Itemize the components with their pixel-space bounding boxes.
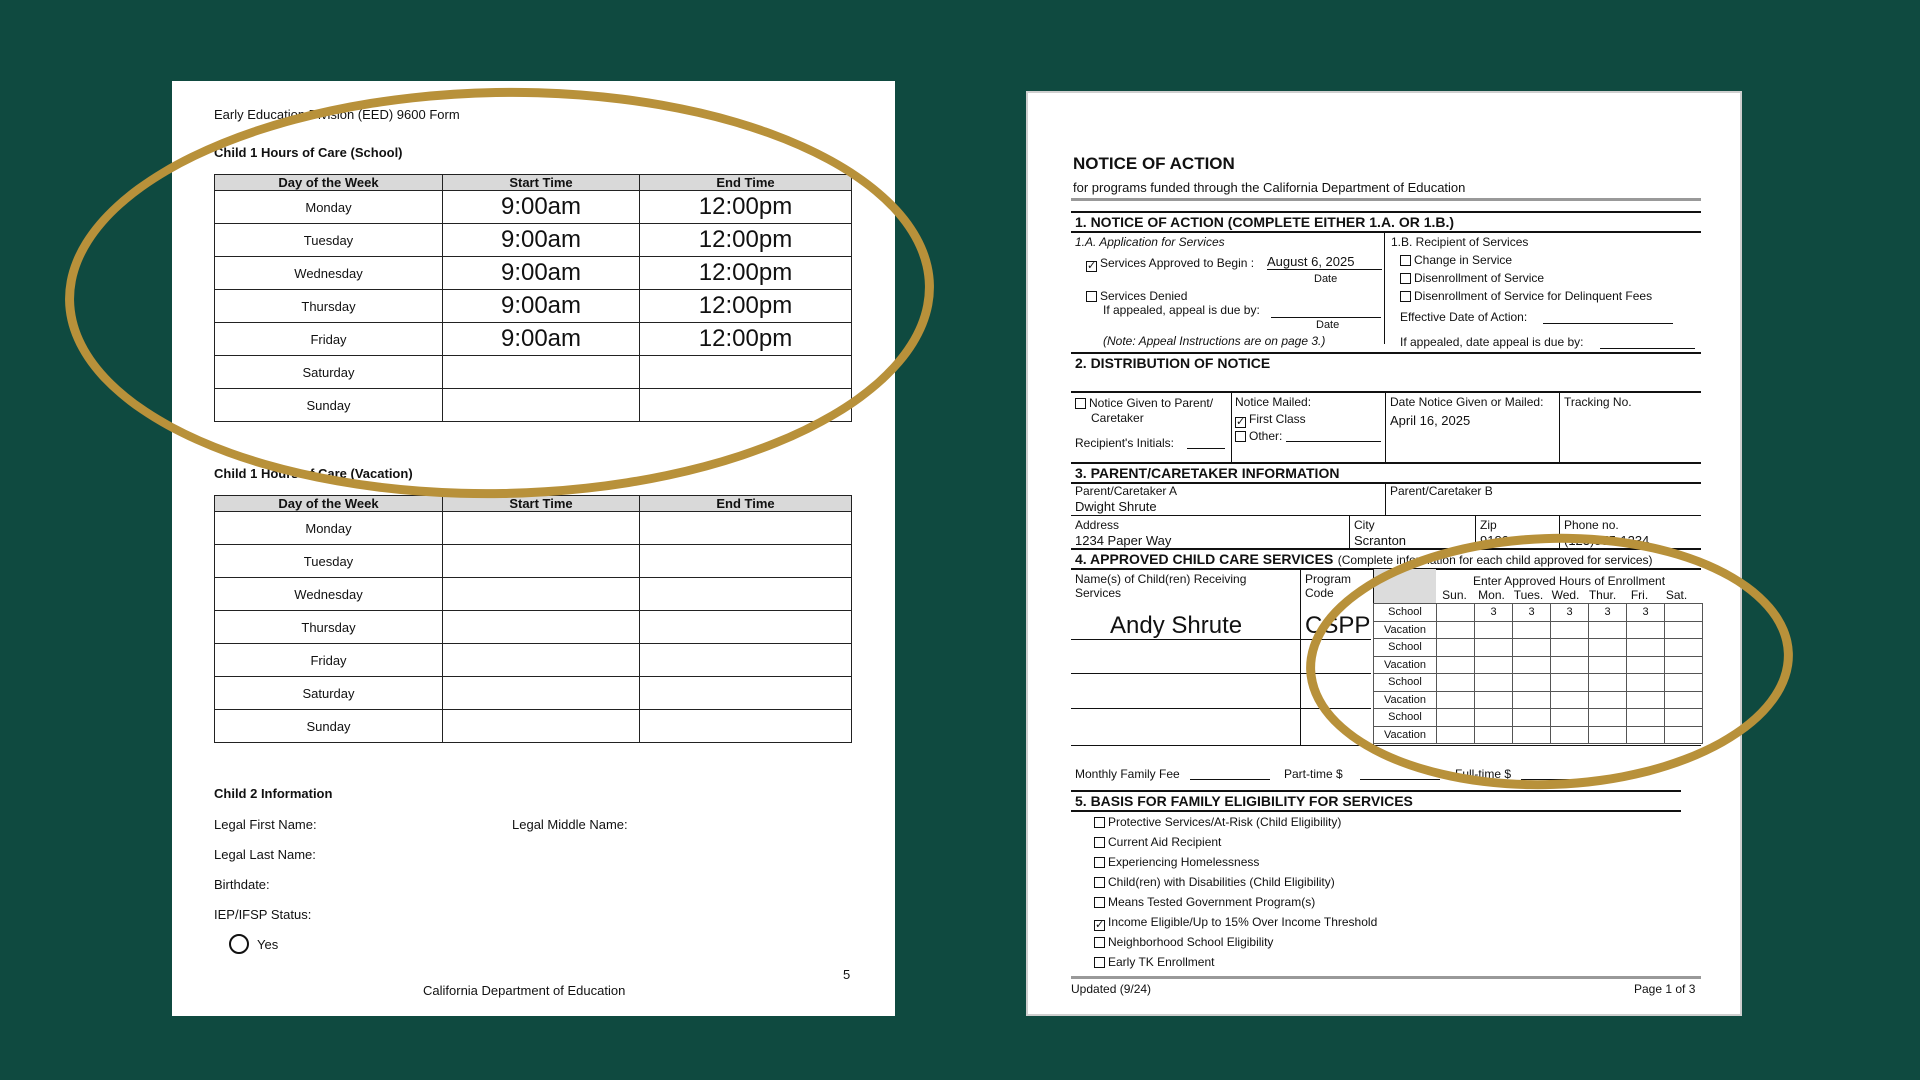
hours-row (215, 677, 852, 710)
iep-yes-label: Yes (257, 937, 279, 952)
end-time-cell[interactable]: 12:00pm (640, 224, 852, 257)
zip-value: 9180 (1480, 533, 1509, 548)
day-cell[interactable]: Tuesday (215, 545, 443, 578)
col-start: Start Time (443, 175, 640, 191)
start-time-cell[interactable]: 9:00am (443, 224, 640, 257)
hours-row (215, 512, 852, 545)
notice-subtitle: for programs funded through the California Department of Education (1073, 180, 1466, 195)
hours-row (215, 611, 852, 644)
section2-title: 2. DISTRIBUTION OF NOTICE (1075, 355, 1271, 371)
part-time-label: Part-time $ (1284, 767, 1343, 781)
session-type: School (1374, 709, 1437, 727)
day-cell[interactable]: Sunday (215, 389, 443, 422)
day-header: Fri. (1630, 588, 1649, 602)
names-label: Name(s) of Child(ren) Receiving (1075, 572, 1247, 586)
section3-title: 3. PARENT/CARETAKER INFORMATION (1075, 465, 1340, 481)
day-header: Thur. (1588, 588, 1617, 602)
program-label-2: Code (1305, 586, 1334, 600)
hours-row (215, 545, 852, 578)
initials-label: Recipient's Initials: (1075, 436, 1174, 450)
start-time-cell[interactable] (443, 677, 640, 710)
session-type: School (1374, 639, 1437, 657)
section5-title: 5. BASIS FOR FAMILY ELIGIBILITY FOR SERVICES (1075, 793, 1413, 809)
appeal-note: (Note: Appeal Instructions are on page 3.) (1103, 334, 1326, 348)
notice-given-label: Notice Given to Parent/ (1089, 396, 1214, 410)
middle-name-label: Legal Middle Name: (512, 817, 628, 832)
end-time-cell[interactable] (640, 644, 852, 677)
day-cell[interactable]: Friday (215, 323, 443, 356)
notice-title: NOTICE OF ACTION (1073, 154, 1235, 173)
eligibility-checkbox[interactable] (1094, 855, 1259, 869)
col-end: End Time (640, 496, 852, 512)
check-icon: ✓ (1236, 416, 1246, 428)
effective-date-label: Effective Date of Action: (1400, 310, 1528, 324)
end-time-cell[interactable]: 12:00pm (640, 257, 852, 290)
day-cell[interactable]: Wednesday (215, 257, 443, 290)
other-label: Other: (1249, 429, 1283, 443)
eligibility-label: Experiencing Homelessness (1108, 855, 1260, 869)
day-header: Tues. (1513, 588, 1544, 602)
change-service-label: Change in Service (1414, 253, 1513, 267)
iep-yes-radio[interactable] (229, 934, 249, 954)
services-approved-checkbox[interactable] (1086, 256, 1254, 272)
names-label-2: Services (1075, 586, 1122, 600)
start-time-cell[interactable]: 9:00am (443, 290, 640, 323)
section4-title: 4. APPROVED CHILD CARE SERVICES (1075, 551, 1334, 567)
zip-label: Zip (1480, 518, 1497, 532)
eligibility-checkbox[interactable] (1094, 875, 1335, 889)
start-time-cell[interactable]: 9:00am (443, 191, 640, 224)
session-type: Vacation (1374, 621, 1437, 639)
services-approved-label: Services Approved to Begin : (1100, 256, 1255, 270)
col-day: Day of the Week (215, 496, 443, 512)
day-header: Mon. (1478, 588, 1505, 602)
first-class-label: First Class (1249, 412, 1306, 426)
day-cell[interactable]: Thursday (215, 290, 443, 323)
city-value: Scranton (1354, 533, 1407, 548)
end-time-cell[interactable]: 12:00pm (640, 323, 852, 356)
parent-a-label: Parent/Caretaker A (1075, 484, 1178, 498)
eligibility-label: Income Eligible/Up to 15% Over Income Threshold (1108, 915, 1378, 929)
session-type: School (1374, 604, 1437, 622)
appeal-date-caption: Date (1316, 319, 1340, 331)
caretaker-label: Caretaker (1091, 411, 1144, 425)
end-time-cell[interactable]: 12:00pm (640, 191, 852, 224)
day-header: Sun. (1442, 588, 1467, 602)
school-hours-title: Child 1 Hours of Care (School) (214, 145, 403, 160)
start-time-cell[interactable] (443, 512, 640, 545)
disenroll-fees-checkbox[interactable] (1400, 289, 1652, 303)
eligibility-label: Early TK Enrollment (1108, 955, 1215, 969)
appeal-due-label: If appealed, appeal is due by: (1103, 303, 1260, 317)
eligibility-label: Means Tested Government Program(s) (1108, 895, 1316, 909)
col-day: Day of the Week (215, 175, 443, 191)
program-code: CSPP (1305, 612, 1371, 639)
iep-status-label: IEP/IFSP Status: (214, 907, 312, 922)
start-time-cell[interactable] (443, 611, 640, 644)
start-time-cell[interactable] (443, 578, 640, 611)
day-cell[interactable]: Monday (215, 512, 443, 545)
eligibility-checkbox[interactable] (1094, 915, 1377, 931)
vacation-hours-table (214, 495, 852, 743)
session-type: Vacation (1374, 691, 1437, 709)
notice-given-checkbox[interactable] (1075, 396, 1213, 410)
first-class-checkbox[interactable] (1235, 412, 1306, 428)
fee-label: Monthly Family Fee (1075, 767, 1180, 781)
full-time-label: Full-time $ (1455, 767, 1512, 781)
child2-title: Child 2 Information (214, 786, 333, 801)
hours-cell[interactable]: 3 (1589, 604, 1627, 622)
hours-header: Enter Approved Hours of Enrollment (1472, 574, 1666, 588)
phone-value: (123)555-1234 (1564, 533, 1650, 548)
eligibility-checkbox[interactable] (1094, 835, 1221, 849)
day-header: Wed. (1551, 588, 1580, 602)
eligibility-checkbox[interactable] (1094, 815, 1341, 829)
hours-cell[interactable]: 3 (1475, 604, 1513, 622)
disenroll-fees-label: Disenrollment of Service for Delinquent Fees (1414, 289, 1653, 303)
session-type: Vacation (1374, 656, 1437, 674)
last-name-label: Legal Last Name: (214, 847, 316, 862)
updated-label: Updated (9/24) (1071, 982, 1152, 996)
day-cell[interactable]: Tuesday (215, 224, 443, 257)
form-header: Early Education Division (EED) 9600 Form (214, 107, 460, 122)
day-cell[interactable]: Friday (215, 644, 443, 677)
program-label: Program (1305, 572, 1352, 586)
birthdate-label: Birthdate: (214, 877, 270, 892)
session-type: Vacation (1374, 726, 1437, 744)
eligibility-label: Neighborhood School Eligibility (1108, 935, 1274, 949)
services-denied-checkbox[interactable] (1086, 289, 1187, 303)
other-checkbox[interactable] (1235, 429, 1282, 443)
session-type: School (1374, 674, 1437, 692)
end-time-cell[interactable] (640, 512, 852, 545)
start-time-cell[interactable] (443, 545, 640, 578)
vacation-hours-title: Child 1 Hours of Care (Vacation) (214, 466, 413, 481)
day-header: Sat. (1665, 588, 1688, 602)
hours-row (215, 710, 852, 743)
start-time-cell[interactable] (443, 644, 640, 677)
end-time-cell[interactable] (640, 710, 852, 743)
eligibility-checkbox[interactable] (1094, 935, 1273, 949)
hours-cell[interactable]: 3 (1551, 604, 1589, 622)
s1b-title: 1.B. Recipient of Services (1391, 235, 1529, 249)
start-time-cell[interactable]: 9:00am (443, 257, 640, 290)
page-indicator: Page 1 of 3 (1634, 982, 1696, 996)
disenroll-checkbox[interactable] (1400, 271, 1544, 285)
day-cell[interactable]: Saturday (215, 677, 443, 710)
date-given-value: April 16, 2025 (1390, 413, 1471, 428)
day-cell[interactable]: Saturday (215, 356, 443, 389)
end-time-cell[interactable] (640, 677, 852, 710)
eligibility-checkbox[interactable] (1094, 895, 1315, 909)
parent-a-value: Dwight Shrute (1075, 499, 1157, 514)
change-service-checkbox[interactable] (1400, 253, 1512, 267)
tracking-label: Tracking No. (1564, 395, 1632, 409)
eligibility-label: Current Aid Recipient (1108, 835, 1222, 849)
approved-date: August 6, 2025 (1267, 254, 1382, 270)
page-number: 5 (843, 967, 851, 982)
end-time-cell[interactable] (640, 578, 852, 611)
col-start: Start Time (443, 496, 640, 512)
day-cell[interactable]: Wednesday (215, 578, 443, 611)
first-name-label: Legal First Name: (214, 817, 317, 832)
end-time-cell[interactable] (640, 611, 852, 644)
address-value: 1234 Paper Way (1075, 533, 1172, 548)
start-time-cell[interactable] (443, 710, 640, 743)
hours-cell[interactable]: 3 (1513, 604, 1551, 622)
city-label: City (1354, 518, 1375, 532)
disenroll-label: Disenrollment of Service (1414, 271, 1545, 285)
notice-mailed-label: Notice Mailed: (1235, 395, 1312, 409)
hours-cell[interactable]: 3 (1627, 604, 1665, 622)
end-time-cell[interactable]: 12:00pm (640, 290, 852, 323)
col-end: End Time (640, 175, 852, 191)
section1-title: 1. NOTICE OF ACTION (COMPLETE EITHER 1.A. OR 1.B.) (1075, 214, 1455, 230)
address-label: Address (1075, 518, 1120, 532)
hours-row (215, 644, 852, 677)
eligibility-label: Child(ren) with Disabilities (Child Eligibility) (1108, 875, 1335, 889)
eligibility-checkbox[interactable] (1094, 955, 1214, 969)
day-cell[interactable]: Thursday (215, 611, 443, 644)
hours-row (215, 578, 852, 611)
start-time-cell[interactable]: 9:00am (443, 323, 640, 356)
day-cell[interactable]: Sunday (215, 710, 443, 743)
footer: California Department of Education (423, 983, 626, 998)
appeal-date-label: If appealed, date appeal is due by: (1400, 335, 1584, 349)
date-given-label: Date Notice Given or Mailed: (1390, 395, 1544, 409)
approved-date-caption: Date (1314, 273, 1338, 285)
phone-label: Phone no. (1564, 518, 1619, 532)
check-icon: ✓ (1087, 260, 1097, 272)
s1a-title: 1.A. Application for Services (1075, 235, 1225, 249)
child-name: Andy Shrute (1110, 612, 1243, 639)
services-denied-label: Services Denied (1100, 289, 1188, 303)
eligibility-label: Protective Services/At-Risk (Child Eligibility) (1108, 815, 1342, 829)
day-cell[interactable]: Monday (215, 191, 443, 224)
end-time-cell[interactable] (640, 545, 852, 578)
parent-b-label: Parent/Caretaker B (1390, 484, 1493, 498)
section4-note: (Complete information for each child approved for services) (1337, 553, 1653, 567)
check-icon: ✓ (1095, 919, 1105, 931)
